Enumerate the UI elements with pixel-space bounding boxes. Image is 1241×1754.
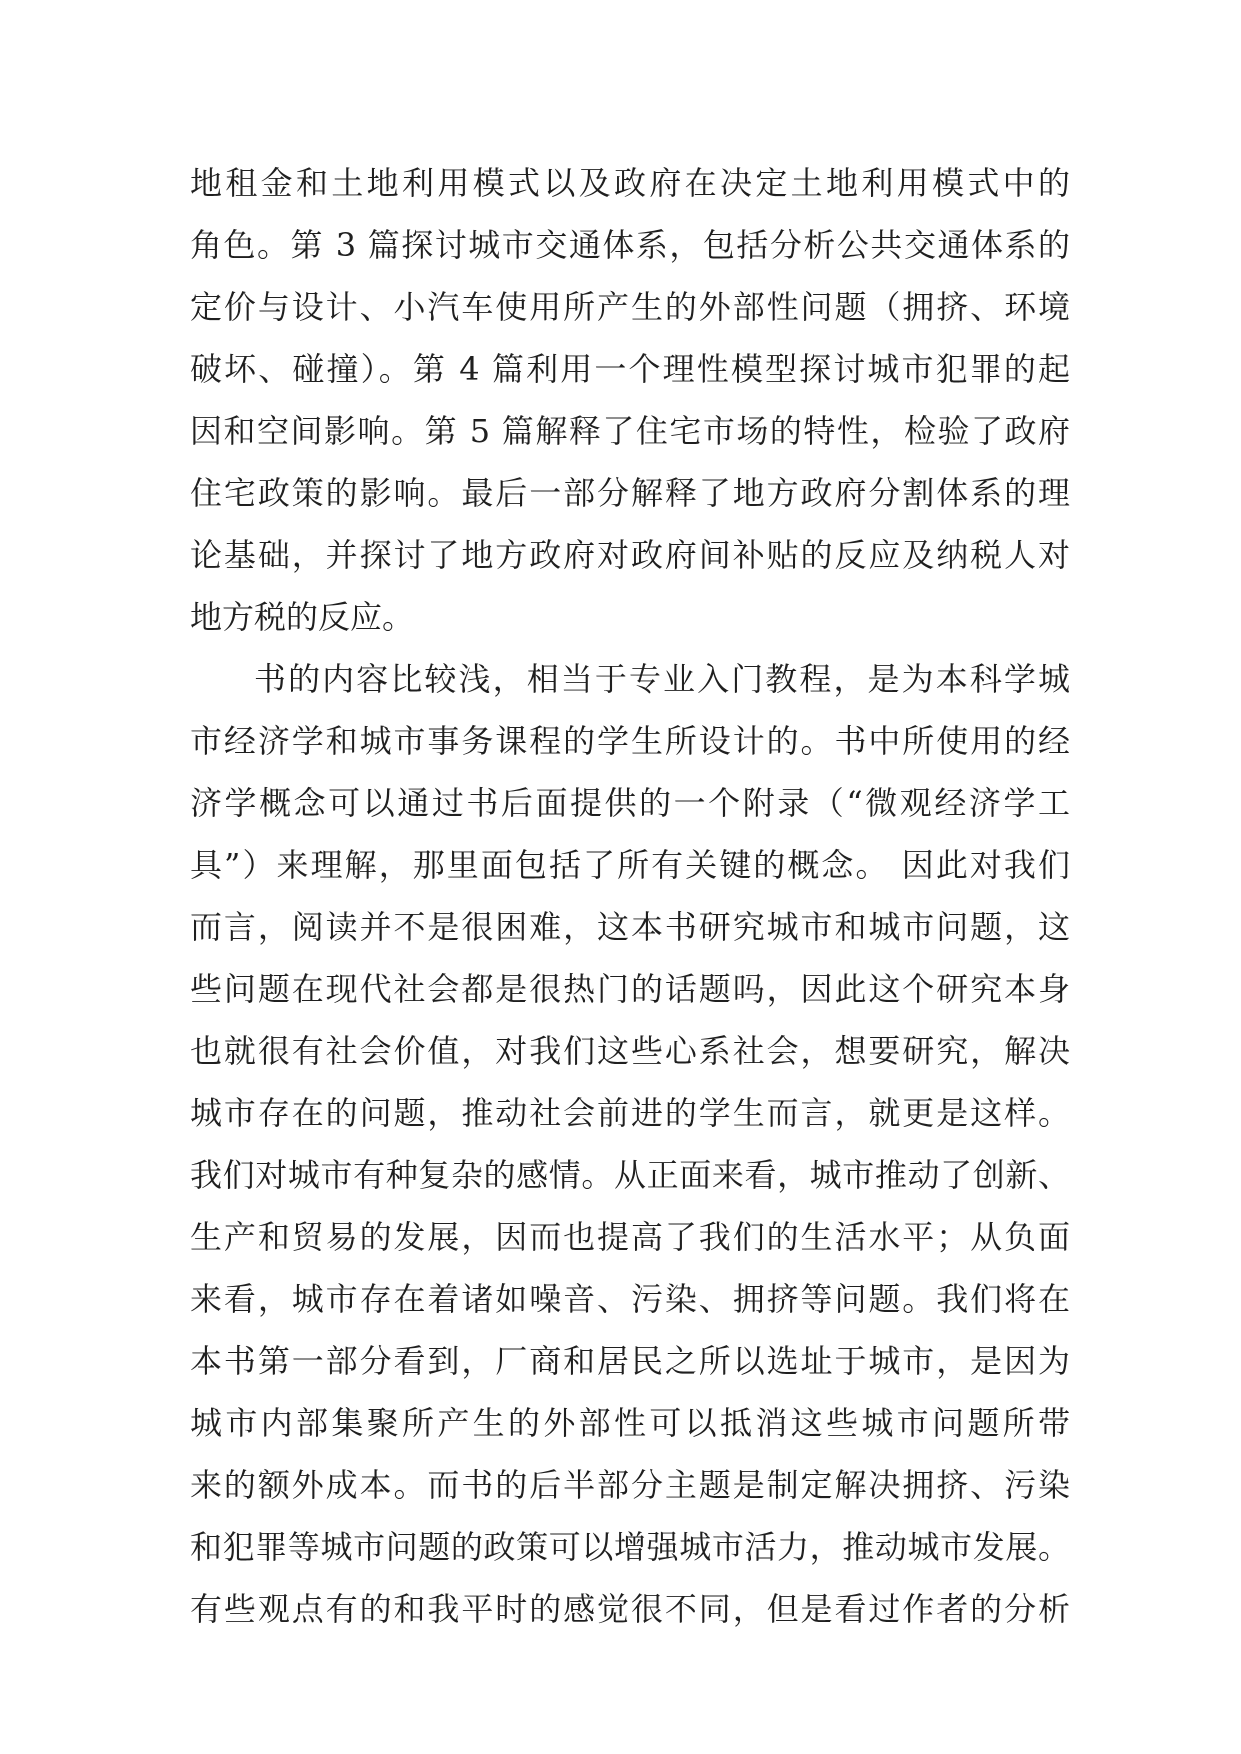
- text-line: 角色。第 3 篇探讨城市交通体系，包括分析公共交通体系的: [190, 226, 1070, 264]
- text-line: 论基础，并探讨了地方政府对政府间补贴的反应及纳税人对: [190, 536, 1070, 574]
- text-line: 城市内部集聚所产生的外部性可以抵消这些城市问题所带: [190, 1404, 1070, 1442]
- text-line: 市经济学和城市事务课程的学生所设计的。书中所使用的经: [190, 722, 1070, 760]
- text-line: 我们对城市有种复杂的感情。从正面来看，城市推动了创新、: [190, 1156, 1070, 1194]
- text-line: 有些观点有的和我平时的感觉很不同，但是看过作者的分析: [190, 1590, 1070, 1628]
- text-line: 本书第一部分看到，厂商和居民之所以选址于城市，是因为: [190, 1342, 1070, 1380]
- text-line: 住宅政策的影响。最后一部分解释了地方政府分割体系的理: [190, 474, 1070, 512]
- body-text: [190, 152, 1070, 1640]
- text-line: 地租金和土地利用模式以及政府在决定土地利用模式中的: [190, 164, 1070, 202]
- text-line: 也就很有社会价值，对我们这些心系社会，想要研究，解决: [190, 1032, 1070, 1070]
- text-line: 来看，城市存在着诸如噪音、污染、拥挤等问题。我们将在: [190, 1280, 1070, 1318]
- text-line: 些问题在现代社会都是很热门的话题吗，因此这个研究本身: [190, 970, 1070, 1008]
- text-line: 来的额外成本。而书的后半部分主题是制定解决拥挤、污染: [190, 1466, 1070, 1504]
- text-line: 城市存在的问题，推动社会前进的学生而言，就更是这样。: [190, 1094, 1070, 1132]
- text-line: 和犯罪等城市问题的政策可以增强城市活力，推动城市发展。: [190, 1528, 1070, 1566]
- text-line: 因和空间影响。第 5 篇解释了住宅市场的特性，检验了政府: [190, 412, 1070, 450]
- text-line: 定价与设计、小汽车使用所产生的外部性问题（拥挤、环境: [190, 288, 1070, 326]
- text-line: 生产和贸易的发展，因而也提高了我们的生活水平；从负面: [190, 1218, 1070, 1256]
- text-line: 具”）来理解，那里面包括了所有关键的概念。 因此对我们: [190, 846, 1070, 884]
- text-line: 破坏、碰撞）。第 4 篇利用一个理性模型探讨城市犯罪的起: [190, 350, 1070, 388]
- paragraph-first-line: 书的内容比较浅，相当于专业入门教程，是为本科学城: [254, 660, 1070, 698]
- text-line: 济学概念可以通过书后面提供的一个附录（“微观经济学工: [190, 784, 1070, 822]
- text-line: 而言，阅读并不是很困难，这本书研究城市和城市问题，这: [190, 908, 1070, 946]
- text-line: 地方税的反应。: [190, 598, 415, 636]
